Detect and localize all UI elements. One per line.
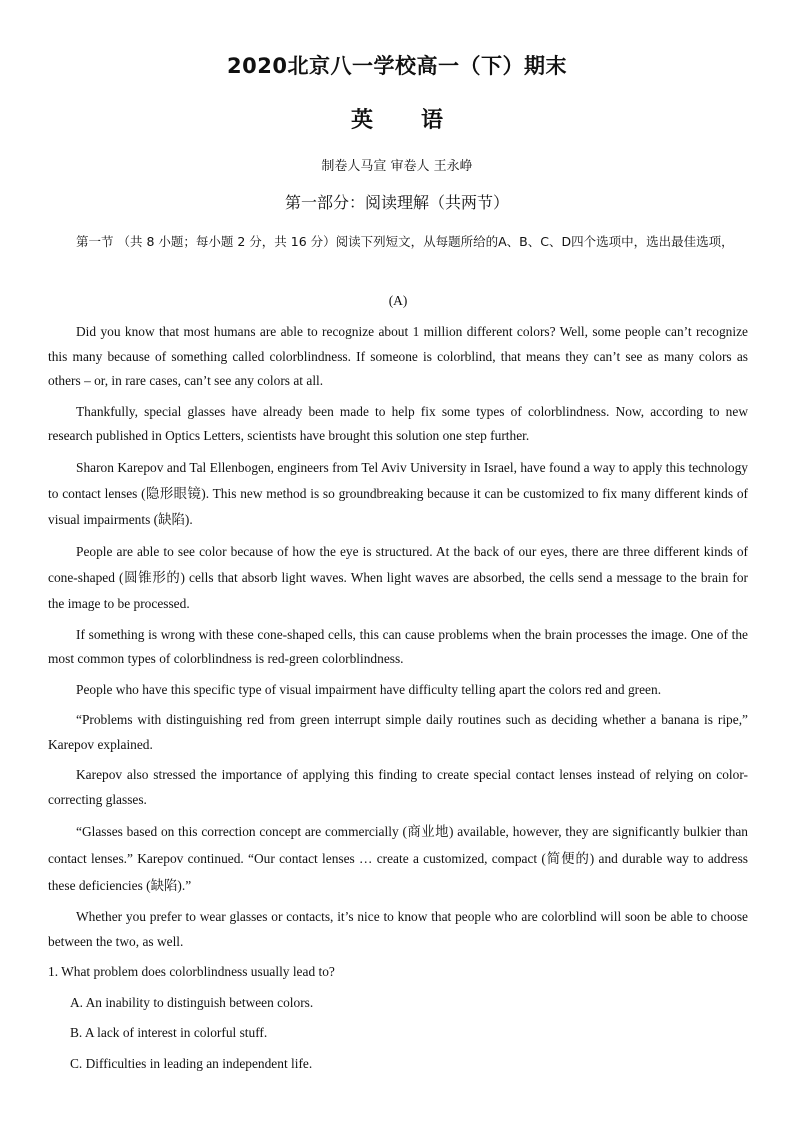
- section-instruction-block: [48, 229, 748, 255]
- passage-paragraph: “Glasses based on this correction concept are commercially (商业地) available, however, they are significantly bulkier than contact lenses.” Karepov continued. “Our contact lenses … create a customized, compact (简便的) and durable way to address these deficiencies (缺陷).”: [48, 824, 748, 893]
- subject-heading: [0, 103, 794, 134]
- question-stem: 1. What problem does colorblindness usually lead to?: [48, 964, 335, 979]
- passage-paragraph: People are able to see color because of how the eye is structured. At the back of our eyes, there are three different kinds of cone-shaped (圆锥形的) cells that absorb light waves. When light waves are absorbed, the cells send a message to the brain for the image to be processed.: [48, 543, 748, 611]
- passage-paragraph: People who have this specific type of visual impairment have difficulty telling apart the colors red and green.: [76, 681, 662, 697]
- passage-label: (A): [388, 293, 408, 308]
- subject-char-right: 语: [421, 108, 444, 133]
- option-a: A. An inability to distinguish between colors.: [70, 994, 314, 1010]
- option-c: C. Difficulties in leading an independent life.: [70, 1055, 313, 1071]
- subject-char-left: 英: [350, 108, 373, 133]
- passage-paragraph: Did you know that most humans are able to recognize about 1 million different colors? Well, some people can’t recognize this many because of something called colorblindness. If someone is colorblind, that means they can’t see as many colors as others – or, in rare cases, can’t see any colors at all.: [48, 324, 748, 388]
- option-b: B. A lack of interest in colorful stuff.: [70, 1025, 268, 1040]
- exam-makers: 制卷人马宣 审卷人 王永峥: [321, 159, 473, 174]
- passage-label-block: [48, 289, 748, 314]
- question-1: [48, 960, 748, 1076]
- part-title: 第一部分：阅读理解（共两节）: [284, 193, 509, 212]
- passage-paragraph: Sharon Karepov and Tal Ellenbogen, engineers from Tel Aviv University in Israel, have found a way to apply this technology to contact lenses (隐形眼镜). This new method is so groundbreaking because it can be customized to fix many different kinds of visual impairments (缺陷).: [48, 459, 748, 527]
- passage-paragraph: If something is wrong with these cone-shaped cells, this can cause problems when the brain processes the image. One of the most common types of colorblindness is red-green colorblindness.: [48, 626, 748, 666]
- section-instruction: 第一节 （共 8 小题；每小题 2 分，共 16 分）阅读下列短文，从每题所给的A、B、C、D四个选项中，选出最佳选项，: [76, 234, 734, 249]
- passage-paragraph: “Problems with distinguishing red from green interrupt simple daily routines such as deciding whether a banana is ripe,” Karepov explained.: [48, 712, 748, 752]
- passage-paragraph: Karepov also stressed the importance of applying this finding to create special contact lenses instead of relying on color-correcting glasses.: [48, 767, 748, 807]
- passage-paragraph: Thankfully, special glasses have already been made to help fix some types of colorblindness. Now, according to new research published in Optics Letters, scientists have brought this solution one step further.: [48, 403, 748, 443]
- passage-paragraph: Whether you prefer to wear glasses or contacts, it’s nice to know that people who are colorblind will soon be able to choose between the two, as well.: [48, 909, 748, 949]
- passage-a: [48, 320, 748, 960]
- exam-title: 2020北京八一学校高一（下）期末: [227, 54, 567, 78]
